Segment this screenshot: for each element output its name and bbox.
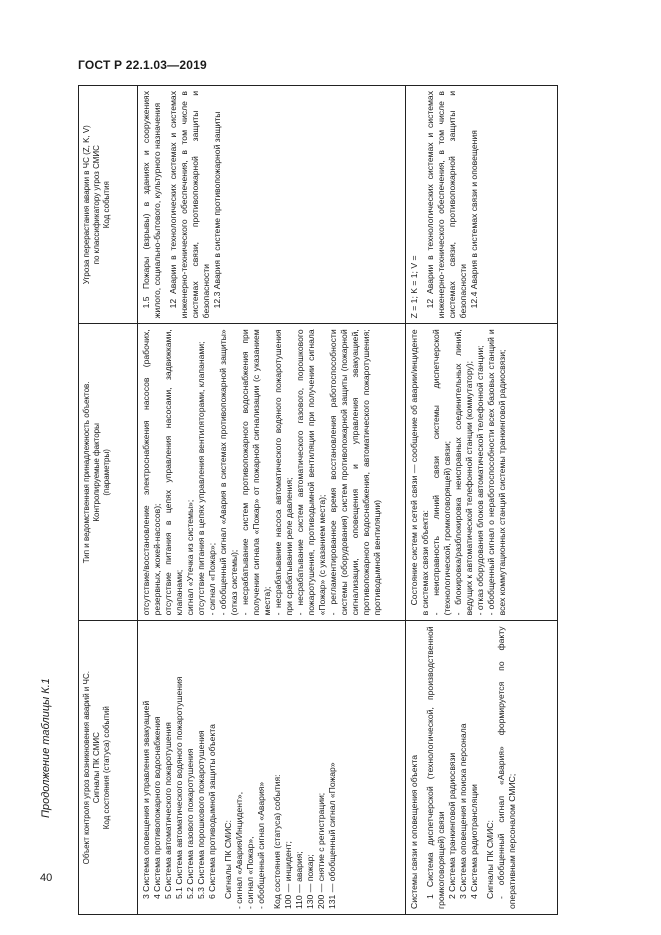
column-header-object-type <box>79 324 138 621</box>
cell-line: - блокировка/разблокировка неисправных соединительных линий, ведущих к автоматической телефонной станции (коммутатору); <box>453 329 474 616</box>
cell-line: 110 — авария; <box>294 851 304 909</box>
cell-line: сигнал «Утечка из системы»; <box>185 499 195 616</box>
cell-line: 12.4 Авария в системах связи и оповещения <box>469 130 479 309</box>
cell-line: - неисправность линий связи системы диспетчерской (технологической, громкоговорящей) связи; <box>431 329 452 616</box>
cell-line: 5.3 Система порошкового пожаротушения <box>196 730 206 899</box>
cell-line: Сигналы ПК СМИС: <box>485 820 495 899</box>
cell-line: - несрабатывание насоса автоматического водяного пожаротушения при срабатывании реле давления; <box>273 329 294 616</box>
page-header: ГОСТ Р 22.1.03—2019 <box>78 58 207 72</box>
cell-line: 4 Система противопожарного водоснабжения <box>152 716 162 899</box>
column-header-control-object <box>79 621 138 915</box>
cell-line: 100 — инцидент; <box>283 841 293 909</box>
cell-line: 5.1 Система автоматического водяного пожаротушения <box>174 676 184 899</box>
cell-line: 4 Система радиотрансляции <box>469 784 479 899</box>
cell-line: 5 Система автоматического пожаротушения <box>163 722 173 899</box>
header-line: Код состояния (статуса) событий <box>102 706 112 830</box>
table-row-communication <box>406 86 558 915</box>
cell-line: 2 Система транкинговой радиосвязи <box>447 752 457 899</box>
cell-line: 12.3 Авария в системе противопожарной защиты <box>212 111 222 309</box>
cell-line: 130 — пожар; <box>305 854 315 909</box>
cell-line: Состояние систем и сетей связи — сообщение об аварии/инциденте в системах связи объекта: <box>409 329 430 616</box>
header-line: Контролируемые факторы <box>92 423 102 522</box>
cell-control-object <box>406 621 558 915</box>
cell-line: - отказ оборудования блоков автоматической телефонной станции; <box>475 345 485 616</box>
cell-line: 3 Система оповещения и управления эвакуацией <box>141 700 151 899</box>
cell-controlled-factors <box>138 324 406 621</box>
cell-line: 5.2 Система газового пожаротушения <box>185 748 195 899</box>
header-line: по классификатору угроз СМИС <box>92 145 102 265</box>
cell-line: 131 — обобщенный сигнал «Пожар» <box>327 762 337 909</box>
cell-line: 200 — снятие с регистрации; <box>316 792 326 909</box>
cell-line: - регламентированное время восстановления работоспособности системы (оборудования) систем противопожарной защиты (пожарной сигнализации, оповещения и управления эвакуацией, противопожарного водоснабжения, автоматического пожаротушения; противодымной вентиляции) <box>328 329 382 616</box>
header-line: (параметры) <box>102 449 112 496</box>
cell-line: 1 Система диспетчерской (технологической, производственной громкоговорящей) связи <box>425 626 446 909</box>
cell-threat-code <box>138 86 406 324</box>
cell-line: Сигналы ПК СМИС: <box>223 820 233 899</box>
cell-line: Код состояния (статуса) события: <box>272 774 282 909</box>
cell-line: 12 Аварии в технологических системах и системах инженерно-технического обеспечения, в том числе в системах связи, противопожарной защиты и безопасности <box>425 91 468 319</box>
cell-line: 6 Система противодымной защиты объекта <box>207 724 217 899</box>
cell-line: - обобщенный сигнал о неработоспособности всех базовых станций и всех коммутационных станций системы транкинговой радиосвязи; <box>486 329 507 616</box>
cell-line: - сигнал «Пожар», <box>245 836 255 909</box>
cell-line: отсутствие питания в цепях управления вентиляторами, клапанами; <box>196 341 206 616</box>
header-line: Код события <box>102 181 112 229</box>
cell-controlled-factors <box>406 324 558 621</box>
table-k1 <box>78 85 558 915</box>
cell-line: Системы связи и оповещения объекта <box>409 755 419 909</box>
cell-line: 3 Система оповещения и поиска персонала <box>458 723 468 899</box>
header-line: Сигналы ПК СМИС <box>92 732 102 804</box>
cell-control-object <box>138 621 406 915</box>
cell-line: - несрабатывание систем противопожарного водоснабжения при получении сигнала «Пожар» от пожарной сигнализации (с указанием места); <box>240 329 272 616</box>
cell-line: - сигнал «Авария/Инцидент», <box>234 791 244 909</box>
header-line: Угроза перерастания аварии в ЧС (Z, K, V) <box>82 125 91 285</box>
cell-line: - обобщенный сигнал «Авария» <box>256 781 266 909</box>
table-row-fire-protection <box>138 86 406 915</box>
cell-line: - несрабатывание систем автоматического газового, порошкового пожаротушения, противодымной вентиляции при получении сигнала «Пожар» (с указанием места); <box>295 329 327 616</box>
cell-threat-code <box>406 86 558 324</box>
column-header-threat <box>79 86 138 324</box>
table-header-row <box>79 86 138 915</box>
cell-line: - обобщенный сигнал «Авария в системах противопожарной защиты» (отказ системы); <box>218 329 239 616</box>
cell-line: отсутствие/восстановление электроснабжения насосов (рабочих, резервных, жокей-насосов); <box>141 329 162 616</box>
cell-line: отсутствие питания в цепях управления насосами, задвижками, клапанами; <box>163 329 184 616</box>
header-line: Объект контроля угроз возникновения аварий и ЧС. <box>82 671 91 865</box>
header-line: Тип и ведомственная принадлежность объектов. <box>82 381 91 564</box>
cell-line: 12 Аварии в технологических системах и системах инженерно-технического обеспечения, в том числе в системах связи, противопожарной защиты и безопасности <box>168 91 211 319</box>
rotated-table-frame <box>78 85 558 915</box>
page-number: 40 <box>40 872 53 884</box>
cell-line: - обобщенный сигнал «Авария» формируется по факту оперативным персоналом СМИС; <box>496 626 517 909</box>
cell-line: Z = 1; K = 1; V = <box>409 255 419 319</box>
cell-line: - сигнал «Пожар»; <box>207 542 217 616</box>
cell-line: 1.5 Пожары (взрывы) в зданиях и сооружениях жилого, социально-бытового, культурного назначения <box>141 91 162 319</box>
table-continuation-caption: Продолжение таблицы К.1 <box>40 678 52 818</box>
